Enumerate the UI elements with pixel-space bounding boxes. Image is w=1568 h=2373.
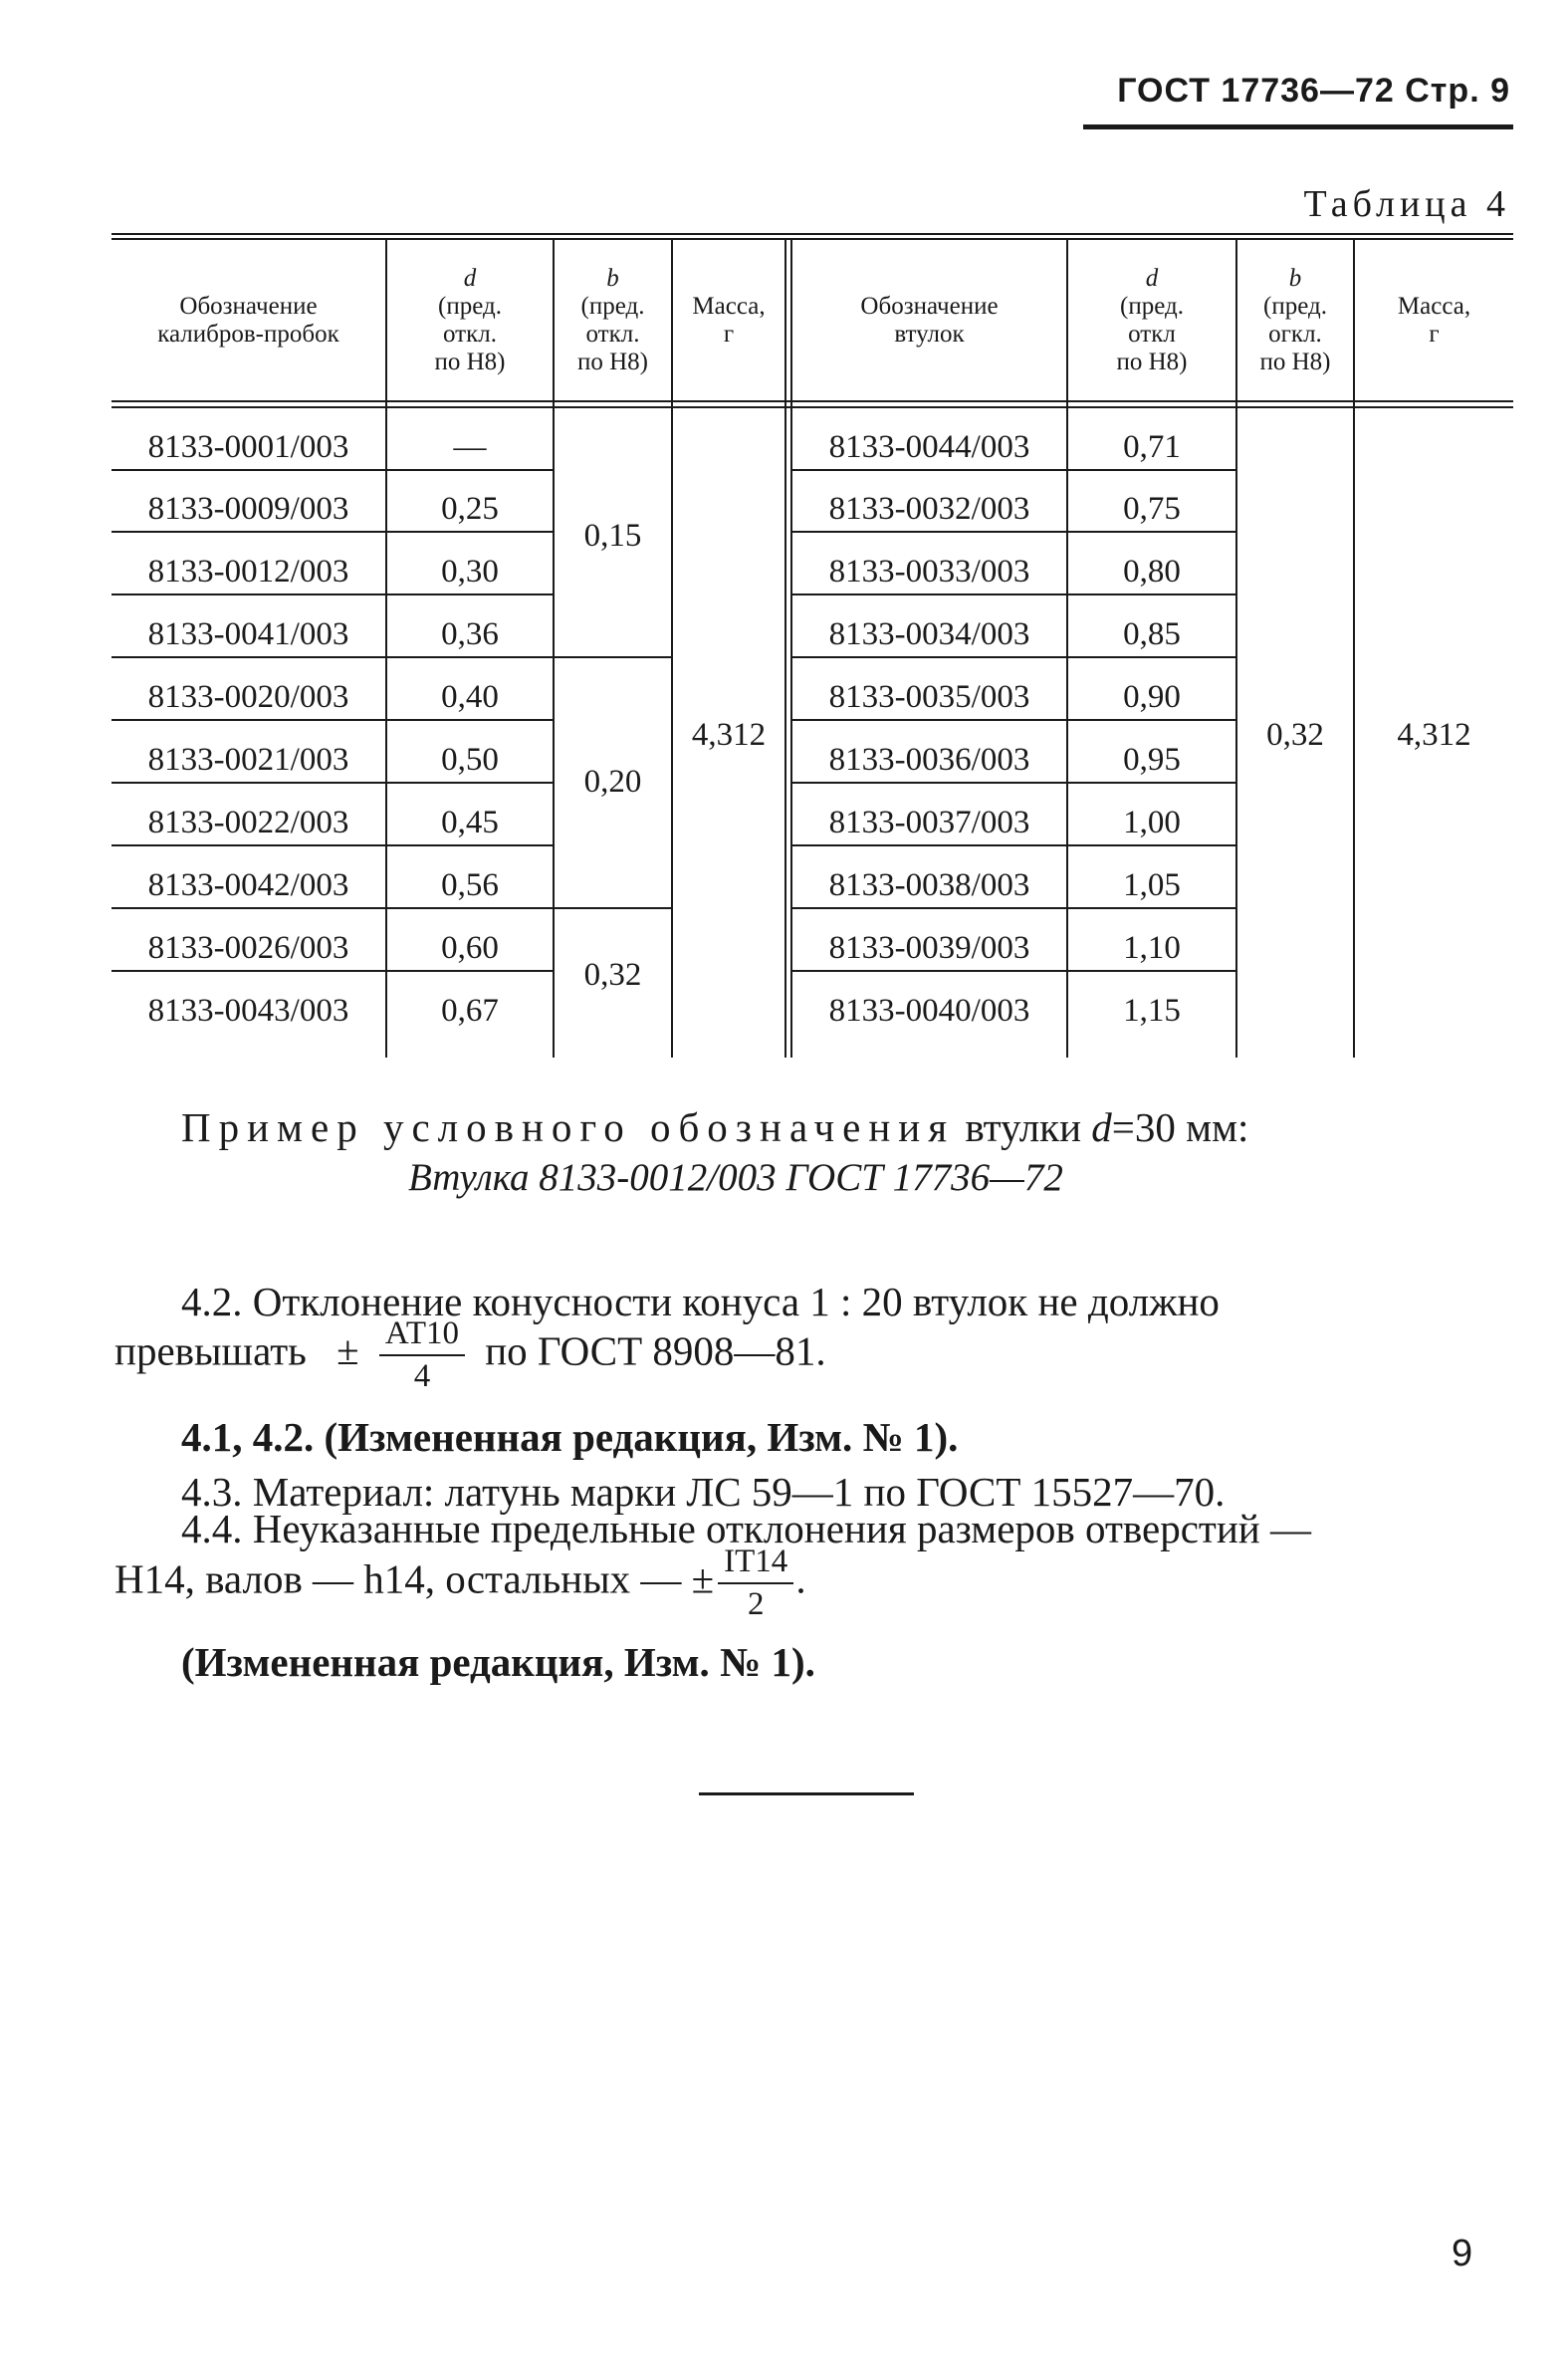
plug-designation: 8133-0042/003 [147,866,349,903]
header-plug-designation: Обозначение калибров-пробок [157,293,339,348]
bush-designation: 8133-0037/003 [828,804,1030,840]
header-mass-bush: Масса, г [1397,293,1471,348]
bush-designation: 8133-0032/003 [828,490,1030,527]
plug-designation: 8133-0020/003 [147,678,349,715]
clause-4-2-line2 [114,1317,826,1393]
plug-d-value: 0,50 [441,741,499,778]
header-d-symbol: d [1145,265,1159,292]
plug-d-value: 0,60 [441,929,499,966]
bush-designation: 8133-0033/003 [828,553,1030,590]
plug-designation: 8133-0043/003 [147,992,349,1029]
header-b-symbol: b [1288,265,1302,292]
clause-4-1-4-2-amend: 4.1, 4.2. (Измененная редакция, Изм. № 1). [181,1414,959,1460]
clause-4-3: 4.3. Материал: латунь марки ЛС 59—1 по ГОСТ 15527—70. [181,1469,1226,1515]
header-d-note: (пред. откл по Н8) [1116,293,1188,375]
header-mass-plug: Масса, г [692,293,766,348]
fraction-numerator: АТ10 [379,1317,465,1356]
example-d-symbol: d [1091,1104,1112,1150]
bush-designation: 8133-0040/003 [828,992,1030,1029]
clause-4-2-end: по ГОСТ 8908—81. [485,1327,826,1374]
plug-d-value: 0,36 [441,615,499,652]
bush-d-value: 0,75 [1123,490,1181,527]
clause-4-2-line1: 4.2. Отклонение конусности конуса 1 : 20 втулок не должно [181,1279,1220,1324]
plug-d-value: 0,45 [441,804,499,840]
clause-4-4-start: Н14, валов — h14, остальных — ± [114,1555,715,1602]
plug-designation: 8133-0012/003 [147,553,349,590]
header-b-bush [1237,243,1353,398]
table-header-rule [112,406,1513,408]
plug-b-group: 0,32 [583,957,642,993]
plug-designation: 8133-0009/003 [147,490,349,527]
bush-designation: 8133-0038/003 [828,866,1030,903]
bush-mass: 4,312 [1397,716,1471,753]
header-d-note: (пред. откл. по Н8) [434,293,506,375]
bush-d-value: 1,05 [1123,866,1181,903]
example-code: Втулка 8133-0012/003 ГОСТ 17736—72 [408,1156,1063,1199]
example-d-value: =30 мм: [1111,1104,1249,1150]
header-rule [1083,124,1513,129]
fraction-denominator: 4 [413,1358,431,1394]
bush-designation: 8133-0034/003 [828,615,1030,652]
plug-d-value: 0,30 [441,553,499,590]
plug-d-value: 0,67 [441,992,499,1029]
header-b-note: (пред. откл. по Н8) [576,293,648,375]
table-header-rule [112,400,1513,402]
clause-4-4-line1: 4.4. Неуказанные предельные отклонения размеров отверстий — [181,1506,1311,1551]
page-number: 9 [1452,2233,1473,2274]
header-d-bush [1068,243,1235,398]
plug-mass: 4,312 [691,716,767,753]
bush-d-value: 1,00 [1123,804,1181,840]
plug-d-value: 0,40 [441,678,499,715]
fraction-it14 [718,1545,793,1621]
plug-d-value: — [453,428,487,465]
bush-d-value: 1,10 [1123,929,1181,966]
bush-d-value: 0,80 [1123,553,1181,590]
header-bush-designation: Обозначение втулок [860,293,999,348]
table-top-border [112,238,1513,240]
plug-designation: 8133-0026/003 [147,929,349,966]
example-lead: Пример условного обозначения [181,1104,956,1150]
header-b-symbol: b [606,265,619,292]
fraction-denominator: 2 [747,1586,765,1622]
end-rule [699,1792,914,1795]
plug-b-group: 0,15 [583,517,642,554]
plug-b-group: 0,20 [583,764,642,800]
header-d-plug [387,243,553,398]
header-b-note: (пред. огкл. по Н8) [1259,293,1331,375]
clause-4-4-end: . [795,1555,806,1602]
clause-4-2-start: превышать [114,1327,307,1374]
bush-b: 0,32 [1266,716,1324,753]
table-top-border [112,233,1513,235]
fraction-numerator: IT14 [718,1545,793,1584]
bush-designation: 8133-0044/003 [828,428,1030,465]
bush-d-value: 0,90 [1123,678,1181,715]
plug-d-value: 0,25 [441,490,499,527]
bush-designation: 8133-0039/003 [828,929,1030,966]
header-b-plug [555,243,671,398]
col-sep [784,239,786,1058]
bush-designation: 8133-0035/003 [828,678,1030,715]
bush-d-value: 0,95 [1123,741,1181,778]
bush-designation: 8133-0036/003 [828,741,1030,778]
plug-d-value: 0,56 [441,866,499,903]
header-d-symbol: d [463,265,477,292]
table-caption: Таблица 4 [1303,183,1510,225]
plug-designation: 8133-0022/003 [147,804,349,840]
bush-d-value: 0,85 [1123,615,1181,652]
plug-designation: 8133-0021/003 [147,741,349,778]
plug-designation: 8133-0041/003 [147,615,349,652]
clause-4-4-line2 [114,1545,806,1621]
plug-designation: 8133-0001/003 [147,428,349,465]
designation-example [181,1103,1248,1151]
plus-minus: ± [336,1327,359,1374]
page-header: ГОСТ 17736—72 Стр. 9 [1117,72,1510,110]
bush-d-value: 0,71 [1123,428,1181,465]
bush-d-value: 1,15 [1123,992,1181,1029]
example-tail: втулки [965,1104,1082,1150]
amendment-note: (Измененная редакция, Изм. № 1). [181,1639,815,1685]
fraction-at10 [379,1317,465,1393]
